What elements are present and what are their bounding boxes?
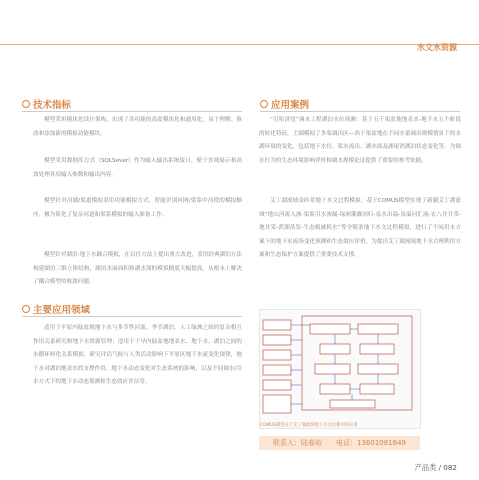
- section-tag: 水文水资源: [417, 43, 457, 52]
- tech-para-1: 模型采用模块化设计架构，实现了各功能的高度模块化和通用化，易于理解、修改和添加新的模拟功能模块。: [33, 117, 242, 137]
- tech-para-2: 模型采用数据库方式（SQLSever）作为输入输出系统接口，便于直观展示和高效处理各项输入参数和输出内容。: [33, 158, 242, 178]
- figure-caption: COMUS模型在于艾丁湖流域地下水文过程中的应用: [260, 423, 358, 428]
- tech-title: 技术指标: [33, 100, 72, 111]
- diagram-box: [358, 324, 398, 334]
- contact-phone: 电话：13601081649: [336, 439, 406, 447]
- diagram-box: [263, 335, 291, 345]
- diagram-box: [320, 344, 350, 354]
- header-rule: [0, 44, 479, 45]
- model-diagram: [259, 309, 421, 429]
- diagram-box: [360, 344, 394, 354]
- diagram-box: [360, 384, 394, 394]
- cases-divider: [260, 111, 460, 112]
- fields-para-1: 适用于平原内陆盆地地下水与多节性河流、季节湖泊、人工绿洲之间的复杂相互作用关系研究和地下水资源管理；适用于干旱内陆盆地地表水、地下水、湖泊之间的水循环转化关系模拟，研究评估气候与人类活动影响下平原区地下水流变化规律，地下水对湖泊地表水的支撑作用，地下水动态变化对生态系统的影响，以及不同调水/引水方式下的地下水动态预测和生态效应评估等。: [33, 325, 242, 385]
- diagram-box: [310, 324, 350, 334]
- tech-divider: [22, 111, 242, 112]
- diagram-box: [315, 364, 350, 374]
- contact-name: 联系人：陆春裕: [273, 439, 322, 447]
- circle-icon: [22, 305, 30, 313]
- fields-divider: [22, 316, 242, 317]
- diagram-box: [330, 400, 375, 408]
- cases-para-1: “引哈济党”调水工程湖泊水位预测：基于五干渠盆地地表水-地下水五个阶段的转化特征，尘湖模拟了多渠调出区—西干渠盆地在不同水量调出规模情景下的水湖环境的变化，包括地下水位、渠水流出、湖水面及湖尾消湖泊状态变化等，为调水行为的生态环境影响评价和调水规模论证提供了重要的参考依据。: [259, 117, 461, 164]
- diagram-box: [358, 364, 398, 374]
- tech-para-4: 模型针对湖泊-地下水耦合模拟，在以往方法上提出重大改进，采用经典湖泊方法构建湖泊三维立体结构，湖泊水面面积和湖水深的模拟精度大幅提高，从根本上解决了耦合模型的收敛问题。: [33, 252, 242, 285]
- cases-para-2: 艾丁湖流域金砖景地下水文过程模拟：基于COMUS模型实现了新疆艾丁湖流域“地山河流入渗-渠系引水渗漏-绿洲灌溉回归-泉水出溢-泉溢河汇流-农八井开采-地井采-蔗湖蒸发-生态植被耗水”等全链条地下水文过程模拟，进行了不同用水方案下的地下水流场变化预测和生态效应评价，为提出艾丁湖流域地下水合理利用方案和生态保护方案提供了重要技术支撑。: [259, 198, 461, 258]
- diagram-box: [320, 384, 350, 394]
- diagram-box: [263, 395, 291, 413]
- cases-title: 应用案例: [271, 100, 310, 111]
- diagram-links: [291, 340, 302, 404]
- diagram-box: [263, 365, 291, 375]
- page-footer: 产品类 / 082: [414, 463, 457, 472]
- diagram-box: [263, 350, 291, 360]
- circle-icon: [22, 100, 30, 108]
- tech-heading: [22, 97, 71, 111]
- fields-heading: [22, 302, 90, 316]
- diagram-box: [263, 320, 291, 330]
- fields-title: 主要应用领域: [33, 305, 91, 316]
- tech-para-3: 模型针对河湖/渠道模拟采用功能模拟方式，智能识别河网/渠系中河段的模拟顺序，极为简化了复杂河道和渠系模拟的输入准备工作。: [33, 198, 242, 218]
- contact-bar: [259, 436, 420, 450]
- cases-heading: [260, 97, 309, 111]
- circle-icon: [260, 100, 268, 108]
- diagram-box: [263, 380, 291, 390]
- diagram-svg: [260, 310, 420, 422]
